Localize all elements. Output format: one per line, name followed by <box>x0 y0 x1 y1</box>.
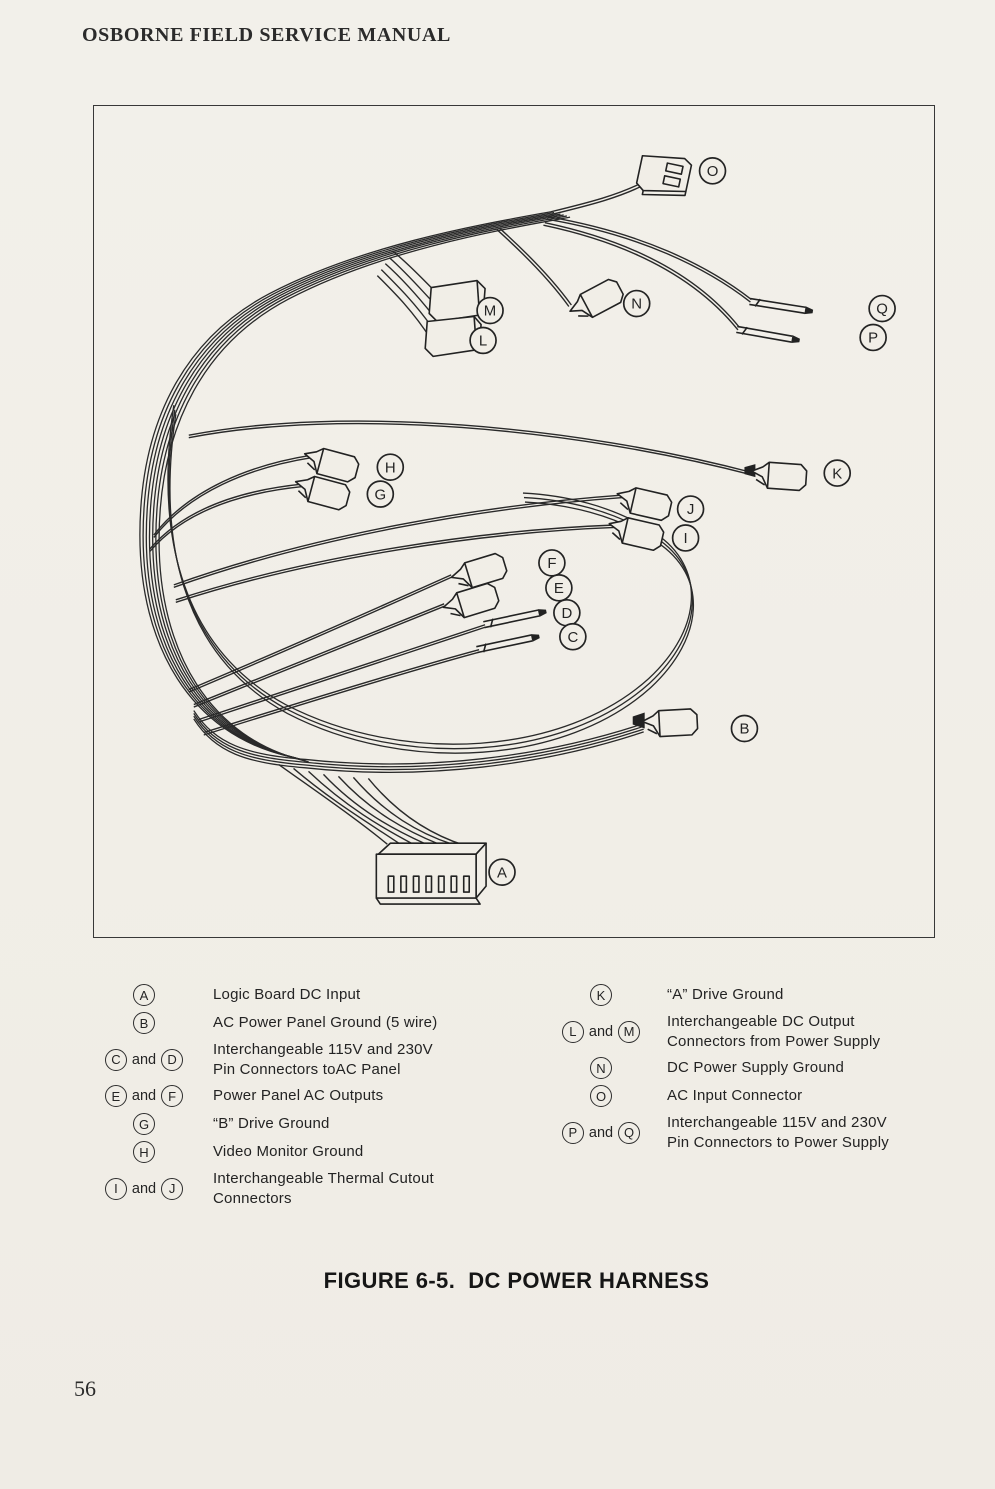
a-fan <box>279 764 465 845</box>
spade-connector-b <box>642 709 698 738</box>
pin-connector-d <box>483 607 547 628</box>
legend-badge-group <box>545 1021 657 1043</box>
connector-label-letter-a: A <box>497 864 508 882</box>
legend-badge-j: J <box>161 1178 183 1200</box>
legend-badge-group <box>545 1057 657 1079</box>
main-bundle <box>140 212 573 762</box>
figure-legend <box>85 984 957 1214</box>
connector-label-letter-f: F <box>547 555 557 573</box>
legend-description: Power Panel AC Outputs <box>213 1087 384 1105</box>
legend-row <box>85 1113 545 1135</box>
legend-joiner: and <box>131 1088 157 1104</box>
legend-description: AC Power Panel Ground (5 wire) <box>213 1014 438 1032</box>
legend-description: AC Input Connector <box>667 1087 803 1105</box>
figure-caption: FIGURE 6-5. DC POWER HARNESS <box>323 1268 710 1293</box>
dc-output-connector-m <box>429 281 485 322</box>
legend-badge-group <box>85 1049 203 1071</box>
legend-description: Interchangeable Thermal Cutout Connectors <box>213 1170 434 1207</box>
harness-artwork <box>94 106 934 937</box>
legend-badge-group <box>545 984 657 1006</box>
legend-badge-i: I <box>105 1178 127 1200</box>
legend-description: Logic Board DC Input <box>213 986 361 1004</box>
legend-row <box>85 1169 545 1208</box>
legend-badge-c: C <box>105 1049 127 1071</box>
ac-plug-connector-o <box>635 150 693 203</box>
legend-description: Interchangeable 115V and 230V Pin Connectors toAC Panel <box>213 1041 433 1078</box>
connector-label-letter-c: C <box>567 628 579 646</box>
legend-badge-n: N <box>590 1057 612 1079</box>
legend-badge-l: L <box>562 1021 584 1043</box>
legend-description: Interchangeable DC Output Connectors from Power Supply <box>667 1013 881 1050</box>
pin-connector-p <box>736 325 800 344</box>
legend-right-column <box>545 984 957 1214</box>
legend-badge-e: E <box>105 1085 127 1107</box>
b-bundle <box>194 711 644 773</box>
legend-badge-group <box>85 1113 203 1135</box>
legend-badge-p: P <box>562 1122 584 1144</box>
legend-badge-group <box>545 1122 657 1144</box>
legend-joiner: and <box>131 1180 157 1197</box>
legend-badge-g: G <box>133 1113 155 1135</box>
legend-badge-q: Q <box>618 1122 640 1144</box>
legend-description: “A” Drive Ground <box>667 986 784 1004</box>
legend-row <box>545 1057 957 1079</box>
connector-label-letter-p: P <box>868 329 879 347</box>
logic-board-connector-a <box>376 843 486 904</box>
legend-badge-group <box>85 984 203 1006</box>
connector-label-letter-m: M <box>483 302 497 320</box>
legend-badge-group <box>85 1012 203 1034</box>
legend-row <box>545 984 957 1006</box>
connector-label-letter-l: L <box>478 332 488 350</box>
page-number: 56 <box>74 1376 96 1401</box>
legend-badge-group <box>85 1141 203 1163</box>
legend-row <box>85 1012 545 1034</box>
connector-label-letter-h: H <box>384 459 396 477</box>
legend-badge-m: M <box>618 1021 640 1043</box>
legend-row <box>85 1085 545 1107</box>
legend-badge-group <box>85 1178 203 1200</box>
legend-description: DC Power Supply Ground <box>667 1059 844 1077</box>
legend-joiner: and <box>131 1051 157 1068</box>
legend-description: Video Monitor Ground <box>213 1143 364 1161</box>
connector-label-letter-b: B <box>739 720 750 738</box>
spade-connector-e <box>440 582 500 623</box>
spade-connector-k <box>751 461 808 491</box>
connector-label-letter-j: J <box>686 501 695 519</box>
legend-badge-group <box>545 1085 657 1107</box>
pin-connector-c <box>476 632 540 653</box>
legend-left-column <box>85 984 545 1214</box>
legend-description: Interchangeable 115V and 230V Pin Connectors to Power Supply <box>667 1114 889 1151</box>
connector-label-letter-o: O <box>706 163 719 181</box>
connector-label-letter-d: D <box>561 604 573 622</box>
legend-row <box>85 984 545 1006</box>
connector-label-letter-e: E <box>553 580 564 598</box>
connector-label-letter-i: I <box>683 530 688 548</box>
legend-joiner: and <box>588 1124 614 1141</box>
legend-row <box>545 1012 957 1051</box>
legend-joiner: and <box>588 1023 614 1040</box>
connector-label-letter-g: G <box>374 486 387 504</box>
legend-row <box>545 1085 957 1107</box>
legend-badge-o: O <box>590 1085 612 1107</box>
connector-label-letter-n: N <box>631 295 643 313</box>
page-title: OSBORNE FIELD SERVICE MANUAL <box>82 24 451 46</box>
legend-badge-f: F <box>161 1085 183 1107</box>
legend-badge-b: B <box>133 1012 155 1034</box>
figure-frame <box>93 105 935 938</box>
legend-row <box>85 1040 545 1079</box>
spade-connector-n <box>565 277 626 326</box>
legend-description: “B” Drive Ground <box>213 1115 330 1133</box>
legend-badge-d: D <box>161 1049 183 1071</box>
spade-connector-h <box>301 444 361 483</box>
legend-badge-h: H <box>133 1141 155 1163</box>
pin-connector-q <box>749 298 813 316</box>
legend-badge-k: K <box>590 984 612 1006</box>
legend-badge-a: A <box>133 984 155 1006</box>
connector-label-letter-k: K <box>832 465 843 483</box>
connector-label-letter-q: Q <box>876 300 888 318</box>
legend-row <box>545 1113 957 1152</box>
legend-row <box>85 1141 545 1163</box>
legend-badge-group <box>85 1085 203 1107</box>
